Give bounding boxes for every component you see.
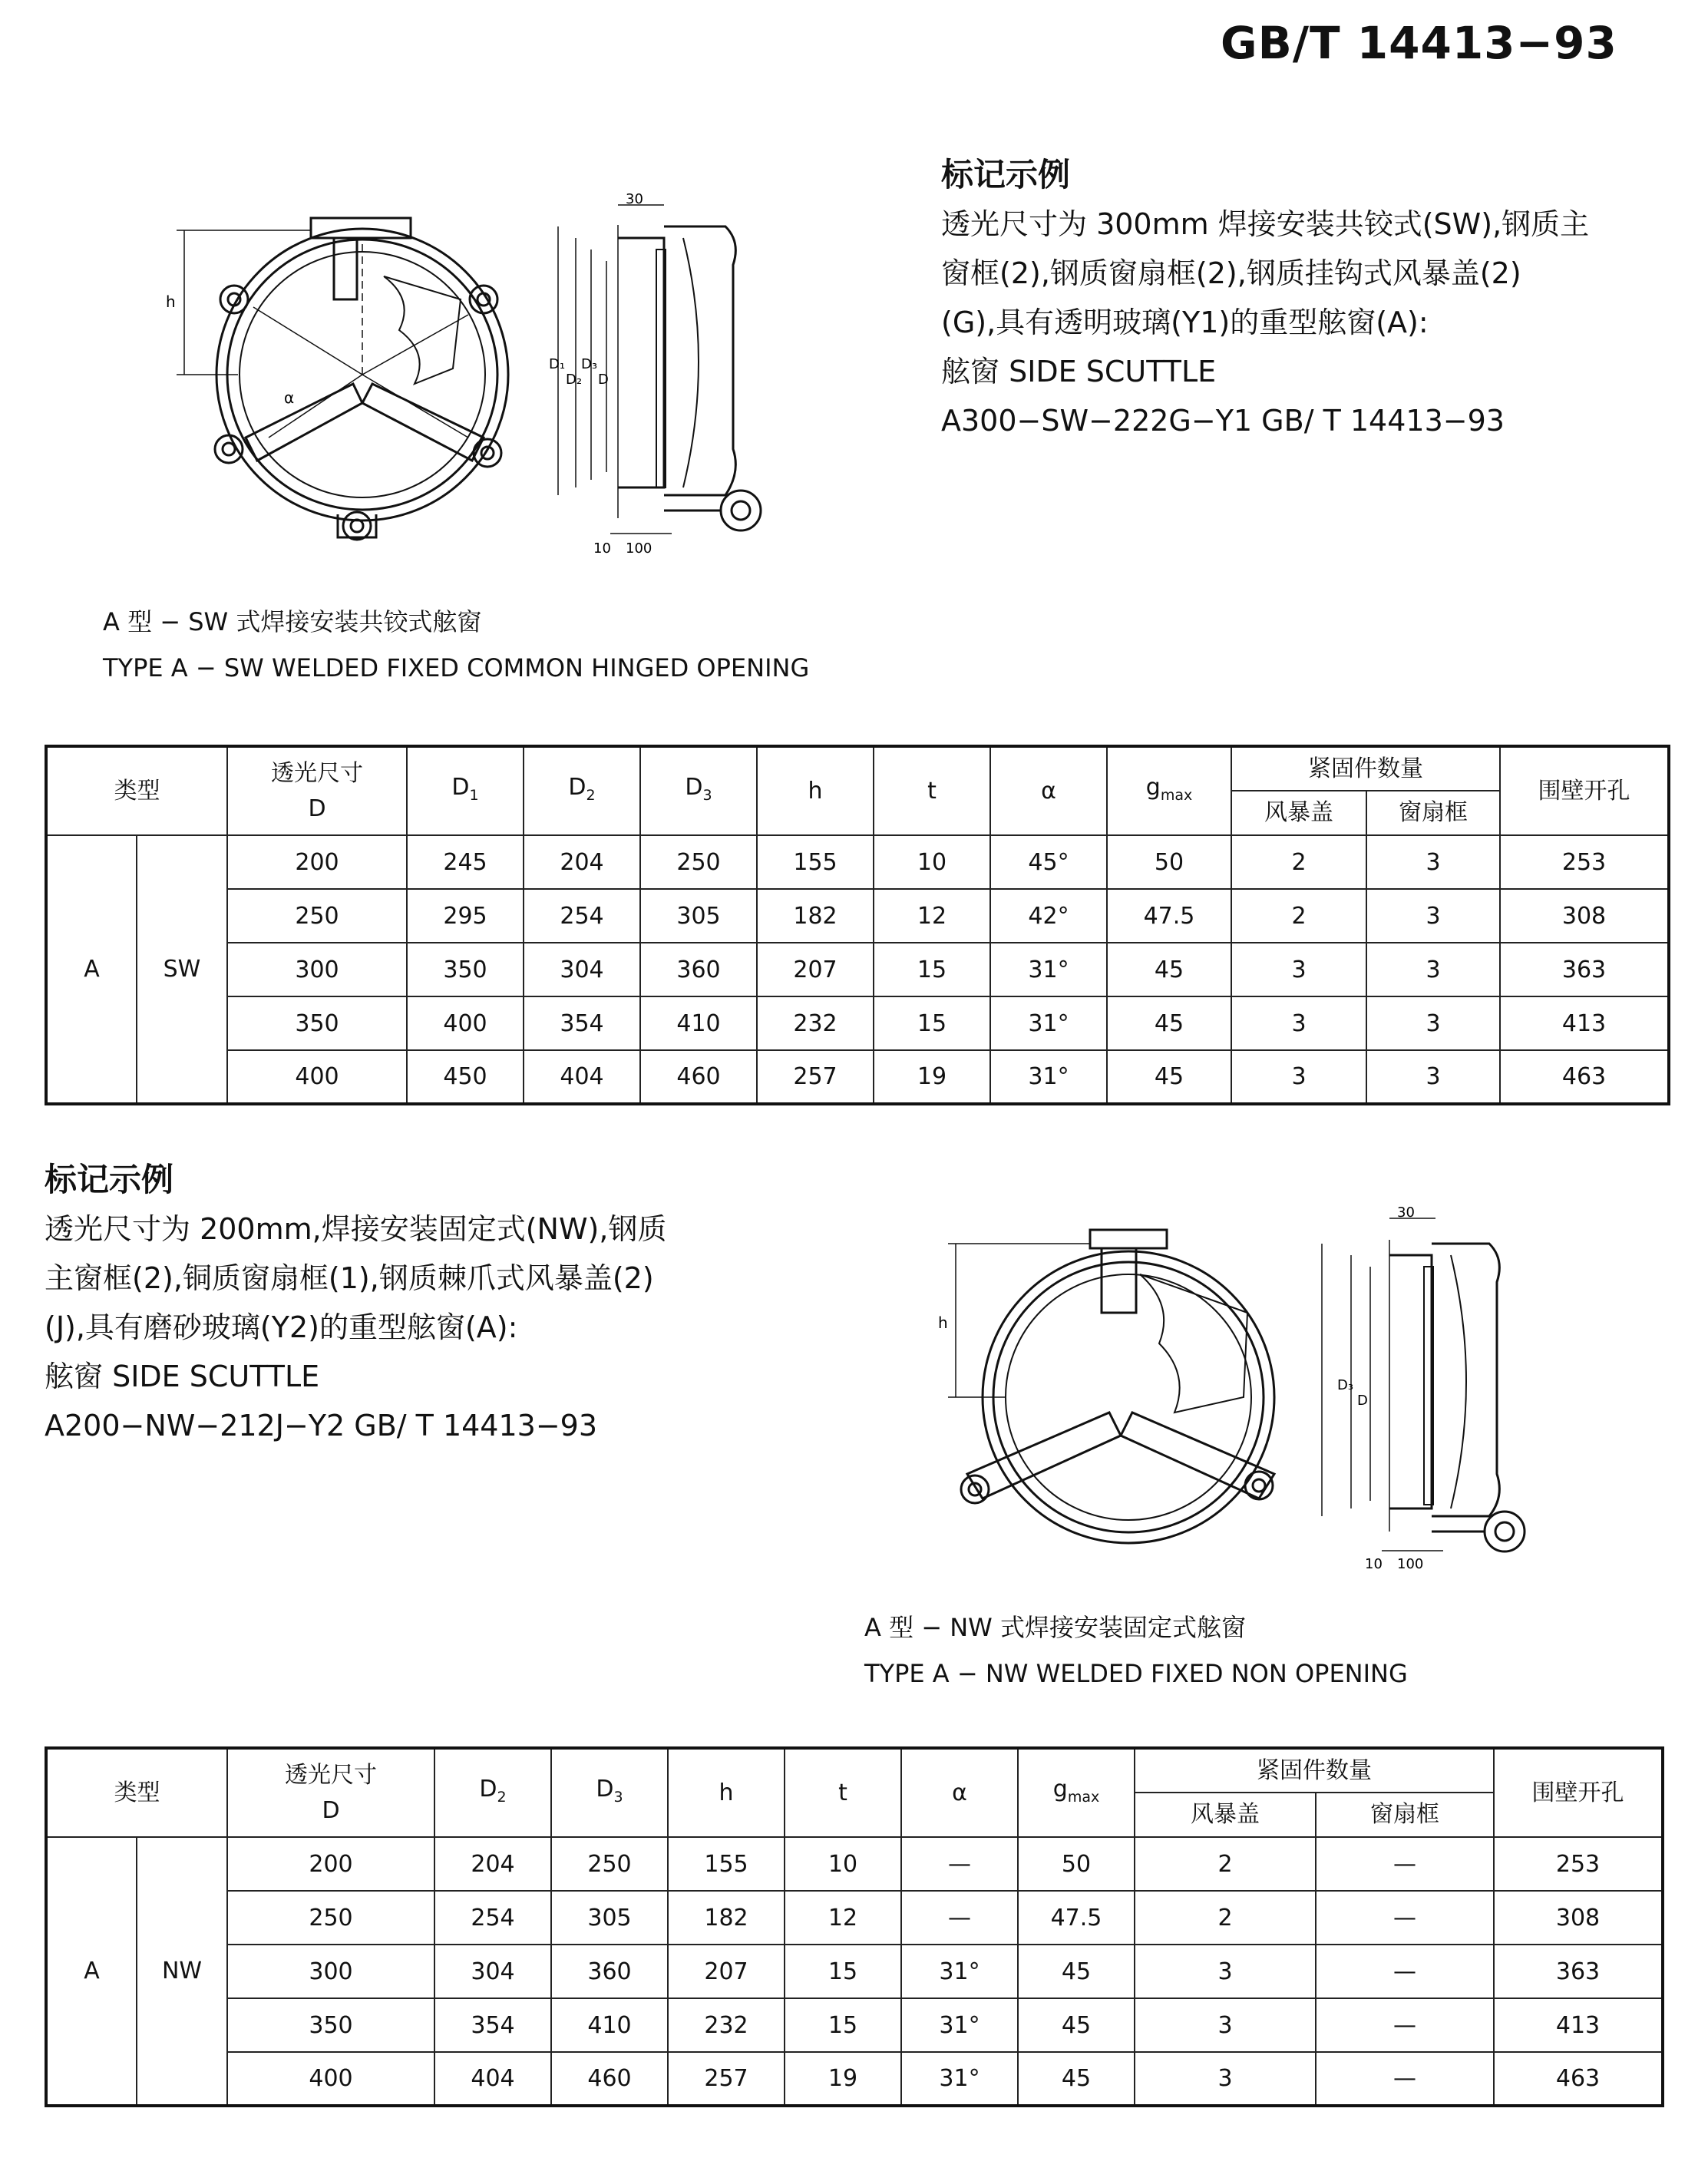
table-cell: 2 [1135,1837,1316,1891]
table-cell: 404 [524,1050,640,1104]
marking-example-line: (G),具有透明玻璃(Y1)的重型舷窗(A): [941,306,1429,339]
dim-label-bottom-w: 100 [1397,1556,1424,1572]
dim-label-d3: D₃ [581,356,598,372]
marking-example-line: 透光尺寸为 200mm,焊接安装固定式(NW),钢质 [45,1212,667,1246]
table-cell: 360 [640,943,757,996]
dim-label-d2: D₂ [566,372,583,388]
table-cell: 200 [227,1837,434,1891]
header-bulkhead-hole: 围壁开孔 [1494,1748,1663,1837]
type-cell: A [46,835,137,1104]
table-cell: 3 [1135,1998,1316,2052]
table-cell: — [901,1837,1018,1891]
marking-example-code: A300−SW−222G−Y1 GB/ T 14413−93 [941,404,1505,438]
header-aperture-symbol: D [322,1796,340,1824]
marking-example-line: (J),具有磨砂玻璃(Y2)的重型舷窗(A): [45,1310,518,1344]
table-cell: 304 [434,1945,551,1998]
table-cell: 400 [227,2052,434,2106]
header-d3 [640,746,757,835]
table-cell: — [1316,2052,1494,2106]
header-alpha: α [901,1748,1018,1837]
header-fasteners: 紧固件数量 [1135,1748,1494,1793]
marking-example-title: 标记示例 [941,156,1071,193]
table-cell: 300 [227,943,407,996]
header-h: h [668,1748,785,1837]
table-cell: 295 [407,889,524,943]
table-cell: 47.5 [1018,1891,1135,1945]
table-cell: 350 [227,996,407,1050]
table-cell: 460 [551,2052,668,2106]
table-cell: 305 [640,889,757,943]
figure-caption-sw [103,599,809,691]
table-cell: 15 [874,996,990,1050]
table-cell: 3 [1231,996,1366,1050]
table-cell: 182 [668,1891,785,1945]
table-cell: 308 [1500,889,1669,943]
table-cell: 19 [785,2052,901,2106]
header-d1-sub: 1 [469,786,479,804]
header-bulkhead-hole: 围壁开孔 [1500,746,1669,835]
figure-caption-cn: A 型 − SW 式焊接安装共铰式舷窗 [103,607,482,636]
header-g [1018,1748,1135,1837]
table-row [46,889,1669,943]
header-g-sub: max [1160,786,1193,804]
table-cell: 413 [1500,996,1669,1050]
table-cell: 404 [434,2052,551,2106]
table-cell: 31° [990,943,1107,996]
table-cell: 254 [434,1891,551,1945]
header-d2-label: D [568,773,586,801]
table-row [46,835,1669,889]
table-cell: 2 [1135,1891,1316,1945]
table-cell: 45 [1107,1050,1231,1104]
table-cell: 19 [874,1050,990,1104]
table-cell: 350 [227,1998,434,2052]
dim-label-top: 30 [1397,1204,1415,1221]
header-type: 类型 [46,746,227,835]
header-g [1107,746,1231,835]
table-cell: 45 [1018,1945,1135,1998]
subtype-cell: NW [137,1837,227,2106]
table-cell: 207 [668,1945,785,1998]
table-cell: 47.5 [1107,889,1231,943]
table-cell: 3 [1366,996,1500,1050]
header-t: t [874,746,990,835]
header-d2 [524,746,640,835]
table-cell: 12 [874,889,990,943]
table-cell: 300 [227,1945,434,1998]
table-cell: 253 [1500,835,1669,889]
table-cell: 31° [990,1050,1107,1104]
table-cell: 2 [1231,835,1366,889]
header-d2-label: D [479,1775,497,1803]
table-cell: 350 [407,943,524,996]
table-cell: 31° [990,996,1107,1050]
nw-front-view-drawing [937,1213,1290,1551]
figure-caption-en: TYPE A − SW WELDED FIXED COMMON HINGED OPENING [103,653,810,682]
table-cell: 155 [757,835,874,889]
table-cell: 354 [524,996,640,1050]
header-d2 [434,1748,551,1837]
dim-label-bottom-t: 10 [1365,1556,1383,1572]
table-cell: 250 [227,1891,434,1945]
table-cell: — [1316,1998,1494,2052]
table-cell: 400 [227,1050,407,1104]
dim-label-d3: D₃ [1337,1377,1354,1393]
table-row [46,1945,1663,1998]
header-alpha: α [990,746,1107,835]
table-cell: 45 [1107,943,1231,996]
header-d3-label: D [685,773,703,801]
table-cell: 3 [1366,835,1500,889]
header-storm-cover: 风暴盖 [1135,1793,1316,1837]
table-cell: 3 [1231,1050,1366,1104]
table-cell: 354 [434,1998,551,2052]
table-cell: 363 [1500,943,1669,996]
header-h: h [757,746,874,835]
dim-label-alpha: α [284,388,295,407]
header-d2-sub: 2 [586,786,596,804]
table-cell: 10 [874,835,990,889]
table-cell: 3 [1135,2052,1316,2106]
table-cell: 31° [901,1945,1018,1998]
marking-example-sw [941,150,1589,445]
table-row [46,1891,1663,1945]
table-cell: 10 [785,1837,901,1891]
dim-label-bottom-t: 10 [593,540,611,557]
marking-example-title: 标记示例 [45,1161,174,1198]
type-cell: A [46,1837,137,2106]
table-cell: 45° [990,835,1107,889]
table-cell: 305 [551,1891,668,1945]
table-cell: 257 [757,1050,874,1104]
table-cell: 410 [640,996,757,1050]
table-cell: 400 [407,996,524,1050]
header-d2-sub: 2 [497,1788,507,1806]
table-cell: 204 [434,1837,551,1891]
table-cell: 31° [901,1998,1018,2052]
marking-example-line: 窗框(2),钢质窗扇框(2),钢质挂钩式风暴盖(2) [941,256,1521,290]
table-cell: 245 [407,835,524,889]
table-row [46,1837,1663,1891]
table-cell: 15 [785,1945,901,1998]
table-cell: 204 [524,835,640,889]
marking-example-line: 主窗框(2),铜质窗扇框(1),钢质棘爪式风暴盖(2) [45,1261,654,1295]
table-cell: 155 [668,1837,785,1891]
table-cell: 363 [1494,1945,1663,1998]
table-cell: 232 [757,996,874,1050]
sw-side-section-drawing [549,191,795,557]
table-cell: 250 [551,1837,668,1891]
dim-label-h: h [166,292,176,311]
nw-side-section-drawing [1305,1204,1551,1572]
marking-example-line: 透光尺寸为 300mm 焊接安装共铰式(SW),钢质主 [941,207,1590,241]
marking-example-line: 舷窗 SIDE SCUTTLE [45,1360,320,1393]
header-aperture-symbol: D [308,795,326,822]
table-cell: 3 [1231,943,1366,996]
table-cell: 463 [1494,2052,1663,2106]
marking-example-nw [45,1155,666,1450]
table-cell: — [1316,1891,1494,1945]
header-d3 [551,1748,668,1837]
table-cell: 3 [1135,1945,1316,1998]
table-cell: — [1316,1837,1494,1891]
dim-label-d: D [1357,1393,1368,1409]
header-g-label: g [1052,1775,1068,1803]
table-sw [45,745,1670,1105]
header-sash-frame: 窗扇框 [1316,1793,1494,1837]
figure-caption-en: TYPE A − NW WELDED FIXED NON OPENING [864,1659,1408,1688]
header-sash-frame: 窗扇框 [1366,791,1500,835]
table-cell: 50 [1018,1837,1135,1891]
table-cell: — [901,1891,1018,1945]
subtype-cell: SW [137,835,227,1104]
table-cell: 250 [227,889,407,943]
figure-caption-nw [864,1604,1408,1697]
header-aperture-label: 透光尺寸 [271,759,363,787]
table-cell: 413 [1494,1998,1663,2052]
header-aperture-label: 透光尺寸 [285,1761,377,1789]
table-cell: 2 [1231,889,1366,943]
table-cell: 15 [874,943,990,996]
header-aperture [227,746,407,835]
header-storm-cover: 风暴盖 [1231,791,1366,835]
table-cell: 42° [990,889,1107,943]
dim-label-bottom-w: 100 [626,540,652,557]
table-cell: 450 [407,1050,524,1104]
header-d1-label: D [451,773,470,801]
table-row [46,1998,1663,2052]
figure-caption-cn: A 型 − NW 式焊接安装固定式舷窗 [864,1613,1246,1642]
table-cell: 232 [668,1998,785,2052]
table-cell: 50 [1107,835,1231,889]
table-row [46,1050,1669,1104]
table-cell: 253 [1494,1837,1663,1891]
table-row [46,943,1669,996]
dim-label-h: h [938,1314,948,1332]
marking-example-code: A200−NW−212J−Y2 GB/ T 14413−93 [45,1409,598,1442]
table-cell: — [1316,1945,1494,1998]
table-cell: 12 [785,1891,901,1945]
standard-number: GB/T 14413−93 [1221,17,1617,69]
dim-label-top: 30 [626,191,643,207]
sw-front-view-drawing [161,207,537,560]
table-cell: 250 [640,835,757,889]
table-cell: 31° [901,2052,1018,2106]
table-nw [45,1746,1664,2107]
header-d3-label: D [596,1775,614,1803]
table-cell: 45 [1018,2052,1135,2106]
table-cell: 45 [1107,996,1231,1050]
header-fasteners: 紧固件数量 [1231,746,1500,791]
table-cell: 460 [640,1050,757,1104]
header-d3-sub: 3 [613,1788,623,1806]
table-cell: 257 [668,2052,785,2106]
table-row [46,2052,1663,2106]
table-cell: 308 [1494,1891,1663,1945]
table-cell: 304 [524,943,640,996]
dim-label-d1: D₁ [549,356,566,372]
header-d1 [407,746,524,835]
table-cell: 200 [227,835,407,889]
header-g-label: g [1145,773,1161,801]
dim-label-d: D [598,372,609,388]
table-cell: 182 [757,889,874,943]
table-cell: 410 [551,1998,668,2052]
table-row [46,996,1669,1050]
header-type: 类型 [46,1748,227,1837]
table-cell: 3 [1366,889,1500,943]
header-g-sub: max [1067,1788,1100,1806]
marking-example-line: 舷窗 SIDE SCUTTLE [941,355,1217,388]
table-cell: 3 [1366,943,1500,996]
header-d3-sub: 3 [702,786,712,804]
table-cell: 254 [524,889,640,943]
table-cell: 45 [1018,1998,1135,2052]
table-cell: 15 [785,1998,901,2052]
table-cell: 3 [1366,1050,1500,1104]
table-cell: 207 [757,943,874,996]
header-aperture [227,1748,434,1837]
table-cell: 360 [551,1945,668,1998]
header-t: t [785,1748,901,1837]
table-cell: 463 [1500,1050,1669,1104]
